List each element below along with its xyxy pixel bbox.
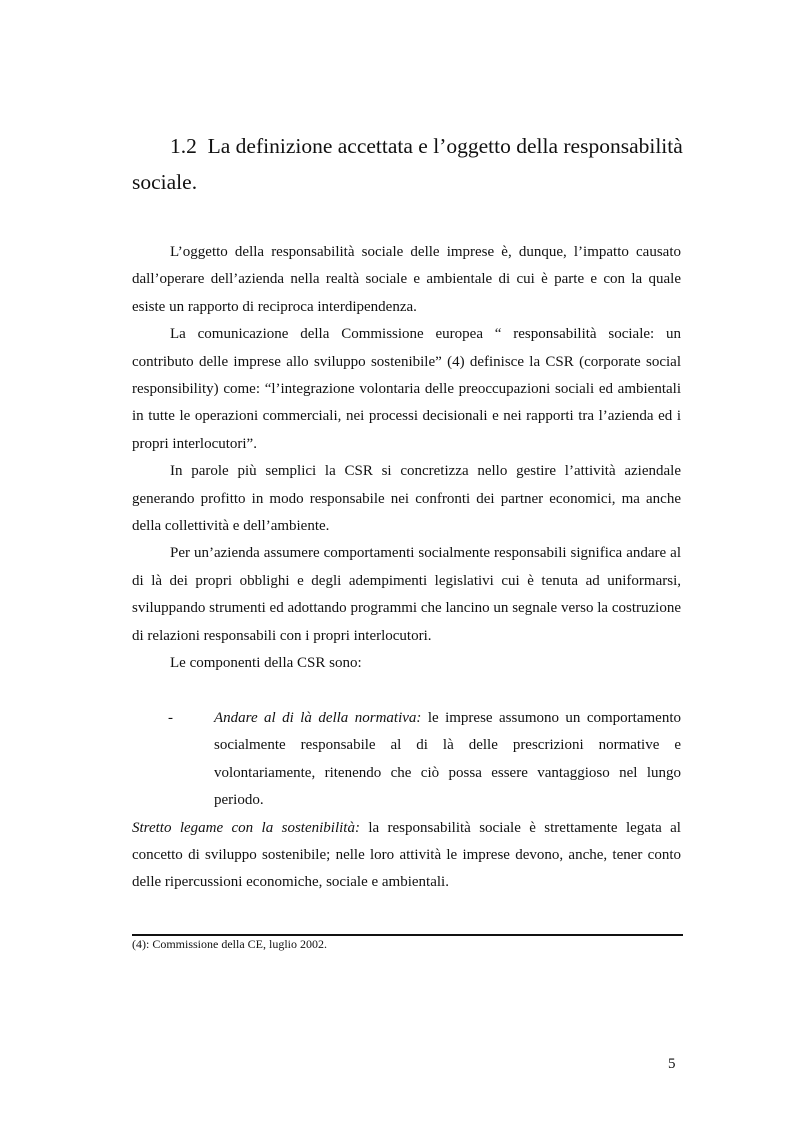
list-bullet: - bbox=[168, 709, 173, 726]
paragraph-body: la responsabilità sociale è strettamente legata al concetto di sviluppo sostenibile; nelle loro attività le imprese devono, anche, tener conto delle ripercussioni economiche, sociale e ambientali. bbox=[132, 819, 681, 891]
body-text bbox=[132, 239, 681, 897]
list-item-body: le imprese assumono un comportamento socialmente responsabile al di là delle prescrizioni normative e volontariamente, ritenendo che ciò possa essere vantaggioso nel lungo periodo. bbox=[214, 709, 681, 809]
spacer bbox=[132, 678, 681, 705]
list-item-text bbox=[214, 705, 681, 815]
paragraph-term: Stretto legame con la sostenibilità: bbox=[132, 819, 360, 836]
list-item-term: Andare al di là della normativa: bbox=[214, 709, 422, 726]
section-heading bbox=[132, 128, 684, 200]
paragraph: La comunicazione della Commissione europea “ responsabilità sociale: un contributo delle imprese allo sviluppo sostenibile” (4) definisce la CSR (corporate social responsibility) come: “l’integrazione volontaria delle preoccupazioni sociali ed ambientali in tutte le operazioni commerciali, nei processi decisionali e nei rapporti tra l’azienda ed i propri interlocutori”. bbox=[132, 326, 681, 452]
paragraph bbox=[132, 815, 681, 897]
section-number: 1.2 bbox=[170, 134, 197, 158]
section-title: La definizione accettata e l’oggetto della responsabilità sociale. bbox=[132, 134, 683, 194]
paragraph: Per un’azienda assumere comportamenti socialmente responsabili significa andare al di là dei propri obblighi e degli adempimenti legislativi cui è tenuta ad uniformarsi, sviluppando strumenti ed adottando programmi che lancino un segnale verso la costruzione di relazioni responsabili con i propri interlocutori. bbox=[132, 545, 681, 644]
footnote: (4): Commissione della CE, luglio 2002. bbox=[132, 937, 327, 951]
list-item bbox=[132, 705, 681, 815]
paragraph: Le componenti della CSR sono: bbox=[170, 655, 362, 672]
paragraph: L’oggetto della responsabilità sociale delle imprese è, dunque, l’impatto causato dall’operare dell’azienda nella realtà sociale e ambientale di cui è parte e con la quale esiste un rapporto di reciproca interdipendenza. bbox=[132, 244, 681, 315]
page-number: 5 bbox=[668, 1056, 676, 1072]
paragraph: In parole più semplici la CSR si concretizza nello gestire l’attività aziendale generando profitto in modo responsabile nei confronti dei partner economici, ma anche della collettività e dell’ambiente. bbox=[132, 463, 681, 535]
